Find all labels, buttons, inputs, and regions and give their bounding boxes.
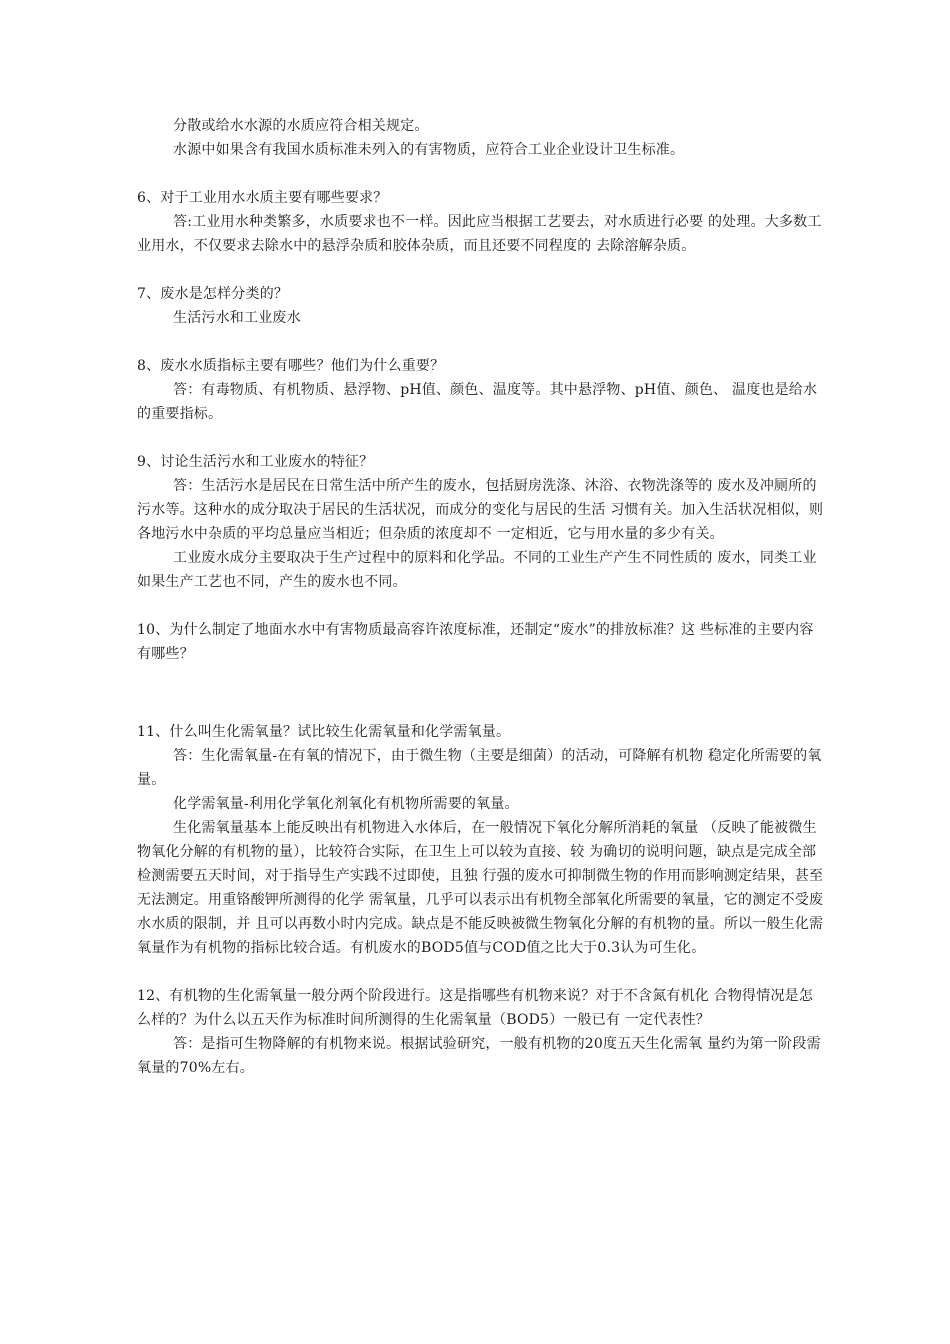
question-7 bbox=[137, 282, 827, 330]
question-9 bbox=[137, 450, 827, 594]
question-8-answer: 答：有毒物质、有机物质、悬浮物、pH值、颜色、温度等。其中悬浮物、pH值、颜色、 温度也是给水的重要指标。 bbox=[137, 382, 818, 422]
question-11-answer-1: 答：生化需氧量-在有氧的情况下，由于微生物（主要是细菌）的活动，可降解有机物 稳定化所需要的氧量。 bbox=[137, 748, 822, 788]
spacer bbox=[137, 258, 827, 282]
spacer bbox=[137, 594, 827, 618]
question-7-answer: 生活污水和工业废水 bbox=[173, 310, 301, 326]
question-12-answer: 答：是指可生物降解的有机物来说。根据试验研究，一般有机物的20度五天生化需氧 量约为第一阶段需氧量的70%左右。 bbox=[137, 1036, 821, 1076]
question-6 bbox=[137, 186, 827, 258]
question-9-answer-1: 答：生活污水是居民在日常生活中所产生的废水，包括厨房洗涤、沐浴、衣物洗涤等的 废水及冲厕所的污水等。这种水的成分取决于居民的生活状况，而成分的变化与居民的生活 习惯有关。加入生活状况相似，则各地污水中杂质的平均总量应当相近；但杂质的浓度却不 一定相近，它与用水量的多少有关。 bbox=[137, 478, 824, 542]
spacer bbox=[137, 426, 827, 450]
question-11 bbox=[137, 720, 827, 960]
spacer bbox=[137, 162, 827, 186]
question-8-title: 8、废水水质指标主要有哪些？他们为什么重要？ bbox=[137, 358, 445, 374]
intro-block bbox=[137, 114, 827, 162]
question-10-title: 10、为什么制定了地面水水中有害物质最高容许浓度标准，还制定“废水”的排放标准？这 些标准的主要内容有哪些？ bbox=[137, 622, 814, 662]
question-9-title: 9、讨论生活污水和工业废水的特征？ bbox=[137, 454, 374, 470]
question-12 bbox=[137, 984, 827, 1080]
question-10 bbox=[137, 618, 827, 666]
question-6-title: 6、对于工业用水水质主要有哪些要求？ bbox=[137, 190, 388, 206]
question-12-title: 12、有机物的生化需氧量一般分两个阶段进行。这是指哪些有机物来说？对于不含氮有机化 合物得情况是怎么样的？为什么以五天作为标准时间所测得的生化需氧量（BOD5）一般已有 一定代表性？ bbox=[137, 988, 814, 1028]
question-8 bbox=[137, 354, 827, 426]
intro-line-2: 水源中如果含有我国水质标准未列入的有害物质，应符合工业企业设计卫生标准。 bbox=[173, 142, 685, 158]
question-11-answer-2: 化学需氧量-利用化学氧化剂氧化有机物所需要的氧量。 bbox=[173, 796, 519, 812]
spacer bbox=[137, 666, 827, 720]
spacer bbox=[137, 960, 827, 984]
spacer bbox=[137, 330, 827, 354]
question-9-answer-2: 工业废水成分主要取决于生产过程中的原料和化学品。不同的工业生产产生不同性质的 废水，同类工业如果生产工艺也不同，产生的废水也不同。 bbox=[137, 550, 817, 590]
document-page bbox=[137, 114, 827, 1080]
question-6-answer: 答:工业用水种类繁多，水质要求也不一样。因此应当根据工艺要去，对水质进行必要 的处理。大多数工业用水，不仅要求去除水中的悬浮杂质和胶体杂质，而且还要不同程度的 去除溶解杂质。 bbox=[137, 214, 822, 254]
question-11-answer-3: 生化需氧量基本上能反映出有机物进入水体后，在一般情况下氧化分解所消耗的氧量 （反映了能被微生物氧化分解的有机物的量），比较符合实际，在卫生上可以较为直接、较 为确切的说明问题，缺点是完成全部检测需要五天时间，对于指导生产实践不过即使，且独 行强的废水可抑制微生物的作用而影响测定结果，甚至无法测定。用重铬酸钾所测得的化学 需氧量，几乎可以表示出有机物全部氧化所需要的氧量，它的测定不受废水水质的限制，并 且可以再数小时内完成。缺点是不能反映被微生物氧化分解的有机物的量。所以一般生化需 氧量作为有机物的指标比较合适。有机废水的BOD5值与COD值之比大于0.3认为可生化。 bbox=[137, 820, 824, 956]
question-11-title: 11、什么叫生化需氧量？试比较生化需氧量和化学需氧量。 bbox=[137, 724, 511, 740]
question-7-title: 7、废水是怎样分类的？ bbox=[137, 286, 289, 302]
intro-line-1: 分散或给水水源的水质应符合相关规定。 bbox=[173, 118, 429, 134]
